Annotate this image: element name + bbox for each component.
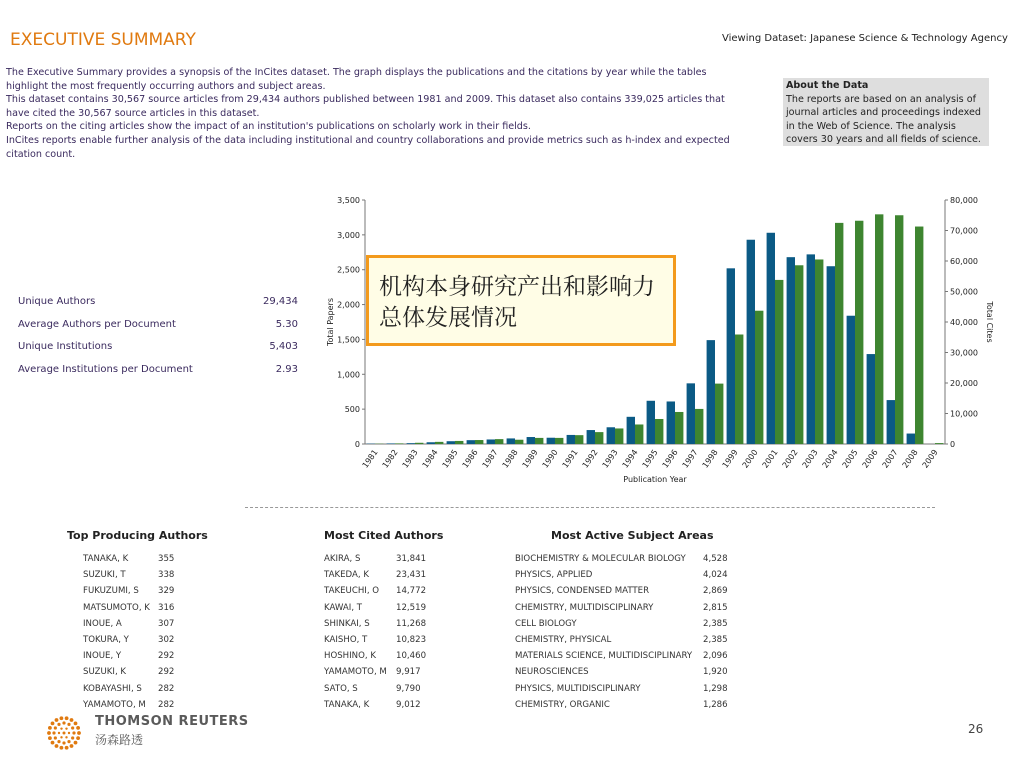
- x-tick-label: 1983: [400, 447, 420, 470]
- stat-row: [18, 319, 298, 342]
- papers-bar: [507, 438, 515, 444]
- table-row: [324, 684, 428, 700]
- logo-dot: [76, 726, 80, 730]
- papers-bar: [847, 316, 855, 444]
- logo-dot: [57, 740, 60, 743]
- cell-value: 316: [158, 602, 175, 613]
- callout-box: 机构本身研究产出和影响力总体发展情况: [366, 255, 676, 346]
- cites-bar: [795, 265, 803, 444]
- x-tick-label: 2006: [860, 447, 880, 470]
- papers-bar: [387, 443, 395, 444]
- logo-dot: [67, 740, 70, 743]
- logo-dot: [62, 741, 65, 744]
- papers-bar: [727, 268, 735, 444]
- x-tick-label: 1998: [700, 447, 720, 470]
- y2-tick-label: 30,000: [950, 348, 978, 358]
- x-tick-label: 2002: [780, 447, 800, 470]
- y-axis-title: Total Papers: [326, 297, 335, 347]
- cell-name: SATO, S: [324, 683, 358, 694]
- summary-stats: [18, 296, 298, 386]
- x-tick-label: 1995: [640, 447, 660, 470]
- cell-value: 4,024: [703, 570, 728, 581]
- x-tick-label: 1987: [480, 447, 500, 470]
- x-tick-label: 1990: [540, 447, 560, 470]
- cites-bar: [635, 424, 643, 444]
- cell-name: TANAKA, K: [83, 554, 129, 564]
- cell-name: FUKUZUMI, S: [83, 586, 139, 597]
- cell-name: TAKEDA, K: [324, 570, 369, 581]
- papers-bar: [807, 254, 815, 444]
- papers-bar: [527, 437, 535, 444]
- x-tick-label: 1989: [520, 447, 540, 470]
- cites-bar: [515, 440, 523, 444]
- cell-name: CHEMISTRY, ORGANIC: [515, 699, 610, 710]
- table-row: [324, 651, 428, 667]
- x-tick-label: 2009: [920, 447, 940, 470]
- papers-bar: [767, 233, 775, 444]
- stat-label: Average Authors per Document: [18, 318, 176, 330]
- y2-tick-label: 20,000: [950, 379, 978, 388]
- cites-bar: [535, 438, 543, 444]
- papers-bar: [887, 400, 895, 444]
- cites-bar: [855, 221, 863, 444]
- y2-tick-label: 50,000: [950, 287, 978, 297]
- cell-value: 31,841: [396, 554, 427, 564]
- logo-dot: [71, 736, 74, 739]
- cell-name: BIOCHEMISTRY & MOLECULAR BIOLOGY: [515, 554, 686, 564]
- table-row: [515, 667, 730, 683]
- cell-value: 292: [158, 667, 175, 678]
- x-tick-label: 2001: [760, 447, 780, 470]
- papers-bar: [447, 441, 455, 444]
- table-row: [83, 619, 183, 635]
- cites-bar: [835, 223, 843, 444]
- logo-dot: [48, 736, 52, 740]
- cell-value: 355: [158, 554, 175, 564]
- x-tick-label: 2004: [820, 447, 840, 470]
- cites-bar: [715, 384, 723, 444]
- cell-value: 2,869: [703, 586, 728, 597]
- table-row: [515, 684, 730, 700]
- stat-row: [18, 341, 298, 364]
- table-row: [515, 635, 730, 651]
- table-row: [515, 651, 730, 667]
- cell-value: 9,012: [396, 699, 421, 710]
- x-tick-label: 1993: [600, 447, 620, 470]
- cell-name: CHEMISTRY, PHYSICAL: [515, 634, 612, 645]
- cites-bar: [895, 215, 903, 444]
- papers-bar: [707, 340, 715, 444]
- x-tick-label: 1992: [580, 447, 600, 470]
- y2-tick-label: 60,000: [950, 257, 978, 266]
- cell-value: 10,823: [396, 634, 427, 645]
- cell-value: 292: [158, 651, 175, 662]
- table-row: [83, 586, 183, 602]
- y2-axis-title: Total Cites: [985, 301, 994, 343]
- cell-name: INOUE, Y: [83, 651, 122, 662]
- cell-name: YAMAMOTO, M: [83, 699, 146, 710]
- cell-value: 2,815: [703, 602, 728, 613]
- logo-dot: [54, 726, 57, 729]
- logo-dot: [48, 726, 52, 730]
- logo-dot: [57, 723, 60, 726]
- cell-name: PHYSICS, MULTIDISCIPLINARY: [515, 683, 641, 694]
- intro-line: The Executive Summary provides a synopsis of the InCites dataset. The graph displays the publications and the citations by year while the tables highlight the most frequently occurring authors and subject areas.: [6, 67, 707, 92]
- cites-bar: [915, 227, 923, 444]
- cited-authors-title: Most Cited Authors: [324, 529, 444, 542]
- about-data-box: [783, 78, 989, 146]
- logo-dot: [55, 744, 59, 748]
- logo-dot: [51, 721, 55, 725]
- cell-value: 10,460: [396, 651, 427, 662]
- papers-bar: [647, 401, 655, 444]
- cites-bar: [475, 440, 483, 444]
- papers-bar: [627, 417, 635, 444]
- logo-dot: [60, 727, 62, 729]
- table-row: [324, 586, 428, 602]
- table-row: [324, 635, 428, 651]
- cell-name: MATERIALS SCIENCE, MULTIDISCIPLINARY: [515, 651, 693, 662]
- cell-name: TANAKA, K: [324, 699, 370, 710]
- papers-bar: [587, 430, 595, 444]
- cell-name: SHINKAI, S: [324, 618, 370, 629]
- logo-dot: [60, 736, 62, 738]
- dataset-label: Viewing Dataset: Japanese Science & Technology Agency: [722, 33, 1008, 44]
- cites-bar: [655, 419, 663, 444]
- cell-value: 329: [158, 586, 175, 597]
- y-tick-label: 0: [354, 440, 360, 449]
- cell-value: 282: [158, 683, 175, 694]
- cites-bar: [675, 412, 683, 444]
- cell-name: KAWAI, T: [324, 602, 363, 613]
- y2-tick-label: 70,000: [950, 226, 978, 236]
- cell-name: NEUROSCIENCES: [515, 667, 589, 678]
- table-row: [324, 667, 428, 683]
- table-row: [83, 667, 183, 683]
- cites-bar: [415, 443, 423, 444]
- logo-dot: [72, 731, 75, 734]
- cell-value: 9,917: [396, 667, 421, 678]
- logo-dot: [62, 721, 65, 724]
- logo-dot: [51, 741, 55, 745]
- page-title: EXECUTIVE SUMMARY: [10, 30, 196, 50]
- logo-dot: [58, 732, 60, 734]
- table-row: [324, 554, 428, 570]
- x-tick-label: 2003: [800, 447, 820, 470]
- x-tick-label: 1996: [660, 447, 680, 470]
- cell-value: 4,528: [703, 554, 728, 564]
- papers-bar: [827, 266, 835, 444]
- logo-dot: [52, 731, 55, 734]
- subject-areas-title: Most Active Subject Areas: [551, 529, 714, 542]
- cell-value: 12,519: [396, 602, 427, 613]
- logo-dot: [59, 746, 63, 750]
- x-tick-label: 1994: [620, 447, 640, 470]
- table-row: [324, 619, 428, 635]
- x-tick-label: 2008: [900, 447, 920, 470]
- intro-line: This dataset contains 30,567 source articles from 29,434 authors published between 1981 and 2009. This dataset also contains 339,025 articles that have cited the 30,567 source articles in this dataset.: [6, 94, 725, 119]
- table-row: [324, 570, 428, 586]
- table-row: [515, 603, 730, 619]
- table-row: [515, 586, 730, 602]
- x-tick-label: 1985: [440, 447, 460, 470]
- y2-tick-label: 40,000: [950, 318, 978, 327]
- logo-dot: [59, 716, 63, 720]
- cites-bar: [755, 311, 763, 444]
- cell-value: 282: [158, 699, 175, 710]
- cell-value: 1,286: [703, 699, 728, 710]
- cites-bar: [875, 214, 883, 444]
- cites-bar: [935, 443, 943, 444]
- cited-authors-table: [324, 554, 428, 716]
- logo-dot: [65, 727, 67, 729]
- cell-value: 338: [158, 570, 175, 581]
- stat-row: [18, 364, 298, 387]
- logo-dot: [71, 726, 74, 729]
- table-row: [83, 651, 183, 667]
- x-tick-label: 1982: [380, 447, 400, 470]
- papers-bar: [467, 440, 475, 444]
- papers-bar: [667, 401, 675, 444]
- cell-value: 307: [158, 618, 175, 629]
- papers-bar: [907, 434, 915, 444]
- cell-value: 11,268: [396, 618, 427, 629]
- x-axis-title: Publication Year: [623, 475, 687, 484]
- cell-value: 23,431: [396, 570, 427, 581]
- x-tick-label: 1988: [500, 447, 520, 470]
- thomson-reuters-logo-icon: [42, 713, 88, 753]
- stat-label: Unique Authors: [18, 296, 96, 307]
- cites-bar: [815, 259, 823, 444]
- stat-value: 5,403: [269, 341, 298, 352]
- cites-bar: [595, 432, 603, 444]
- logo-dot: [70, 718, 74, 722]
- table-row: [324, 700, 428, 716]
- cites-bar: [615, 428, 623, 444]
- x-tick-label: 1999: [720, 447, 740, 470]
- cites-bar: [495, 439, 503, 444]
- table-row: [83, 603, 183, 619]
- cell-name: TAKEUCHI, O: [324, 586, 380, 597]
- papers-bar: [407, 443, 415, 444]
- logo-dot: [63, 732, 66, 735]
- cell-value: 2,096: [703, 651, 728, 662]
- cell-name: SUZUKI, T: [83, 570, 126, 581]
- cell-name: TOKURA, Y: [83, 634, 129, 645]
- x-tick-label: 2007: [880, 447, 900, 470]
- cites-bar: [735, 335, 743, 444]
- x-tick-label: 1997: [680, 447, 700, 470]
- y-tick-label: 2,000: [337, 300, 360, 310]
- x-tick-label: 1986: [460, 447, 480, 470]
- cell-name: CHEMISTRY, MULTIDISCIPLINARY: [515, 602, 654, 613]
- logo-dot: [65, 736, 67, 738]
- table-row: [83, 635, 183, 651]
- y-tick-label: 3,000: [337, 230, 360, 240]
- cites-bar: [575, 435, 583, 444]
- cell-name: YAMAMOTO, M: [324, 667, 387, 678]
- page-number: 26: [968, 722, 984, 736]
- stat-value: 2.93: [275, 363, 298, 375]
- table-row: [515, 570, 730, 586]
- cell-value: 2,385: [703, 634, 728, 645]
- logo-dot: [74, 721, 78, 725]
- logo-dot: [76, 736, 80, 740]
- table-row: [515, 700, 730, 716]
- about-title: About the Data: [786, 80, 869, 91]
- logo-dot: [77, 731, 81, 735]
- cell-name: PHYSICS, CONDENSED MATTER: [515, 586, 650, 597]
- cell-value: 1,920: [703, 667, 728, 678]
- y-tick-label: 1,000: [337, 370, 360, 380]
- intro-line: InCites reports enable further analysis of the data including institutional and country collaborations and provide metrics such as h-index and expected citation count.: [6, 134, 730, 160]
- x-tick-label: 2000: [740, 447, 760, 470]
- logo-dot: [65, 716, 69, 720]
- cell-value: 2,385: [703, 618, 728, 629]
- cell-name: AKIRA, S: [324, 554, 361, 564]
- cell-name: MATSUMOTO, K: [83, 602, 150, 613]
- cites-bar: [395, 443, 403, 444]
- papers-bar: [567, 435, 575, 444]
- logo-dot: [70, 744, 74, 748]
- brand-name-cn: 汤森路透: [95, 733, 144, 747]
- stat-value: 5.30: [275, 318, 298, 330]
- logo-dot: [74, 741, 78, 745]
- table-row: [324, 603, 428, 619]
- stat-label: Average Institutions per Document: [18, 363, 193, 375]
- logo-dot: [55, 718, 59, 722]
- papers-bar: [867, 354, 875, 444]
- cites-bar: [555, 438, 563, 444]
- x-tick-label: 1984: [420, 447, 440, 470]
- cell-value: 1,298: [703, 683, 728, 694]
- y-tick-label: 500: [344, 405, 360, 415]
- cell-name: SUZUKI, K: [83, 667, 127, 678]
- logo-dot: [47, 731, 51, 735]
- y2-tick-label: 80,000: [950, 196, 978, 205]
- cell-name: INOUE, A: [83, 618, 122, 629]
- papers-bar: [607, 427, 615, 444]
- y2-tick-label: 0: [950, 440, 956, 449]
- cites-bar: [435, 442, 443, 444]
- intro-text: [6, 66, 746, 161]
- cell-value: 14,772: [396, 586, 427, 597]
- subject-areas-table: [515, 554, 730, 716]
- papers-bar: [427, 442, 435, 444]
- logo-dot: [54, 736, 57, 739]
- section-divider: [245, 507, 935, 508]
- table-row: [515, 619, 730, 635]
- x-tick-label: 1981: [360, 447, 380, 470]
- about-text: The reports are based on an analysis of journal articles and proceedings indexed in the Web of Science. The analysis covers 30 years and all fields of science.: [786, 93, 981, 146]
- table-row: [515, 554, 730, 570]
- papers-bar: [747, 240, 755, 444]
- table-row: [83, 570, 183, 586]
- cell-value: 9,790: [396, 683, 421, 694]
- papers-bar: [687, 383, 695, 444]
- logo-dot: [68, 732, 70, 734]
- stat-value: 29,434: [263, 296, 298, 307]
- x-tick-label: 2005: [840, 447, 860, 470]
- y2-tick-label: 10,000: [950, 409, 978, 419]
- cites-bar: [455, 441, 463, 444]
- y-tick-label: 2,500: [337, 265, 360, 275]
- top-authors-table: [83, 554, 183, 716]
- table-row: [83, 684, 183, 700]
- y-tick-label: 1,500: [337, 335, 360, 345]
- stat-label: Unique Institutions: [18, 341, 113, 352]
- papers-bar: [787, 257, 795, 444]
- cell-name: CELL BIOLOGY: [515, 618, 577, 629]
- cites-bar: [775, 280, 783, 444]
- cell-name: PHYSICS, APPLIED: [515, 570, 593, 581]
- intro-line: Reports on the citing articles show the impact of an institution's publications on scholarly work in their fields.: [6, 121, 531, 133]
- cell-value: 302: [158, 634, 175, 645]
- papers-bar: [547, 438, 555, 444]
- x-tick-label: 1991: [560, 447, 580, 470]
- stat-row: [18, 296, 298, 319]
- papers-bar: [487, 439, 495, 444]
- cites-bar: [695, 409, 703, 444]
- logo-dot: [67, 723, 70, 726]
- y-tick-label: 3,500: [337, 196, 360, 205]
- cell-name: KOBAYASHI, S: [83, 683, 142, 694]
- cell-name: HOSHINO, K: [324, 651, 376, 662]
- cell-name: KAISHO, T: [324, 634, 368, 645]
- logo-dot: [65, 746, 69, 750]
- table-row: [83, 554, 183, 570]
- brand-name-en: THOMSON REUTERS: [95, 714, 249, 729]
- top-authors-title: Top Producing Authors: [67, 529, 208, 542]
